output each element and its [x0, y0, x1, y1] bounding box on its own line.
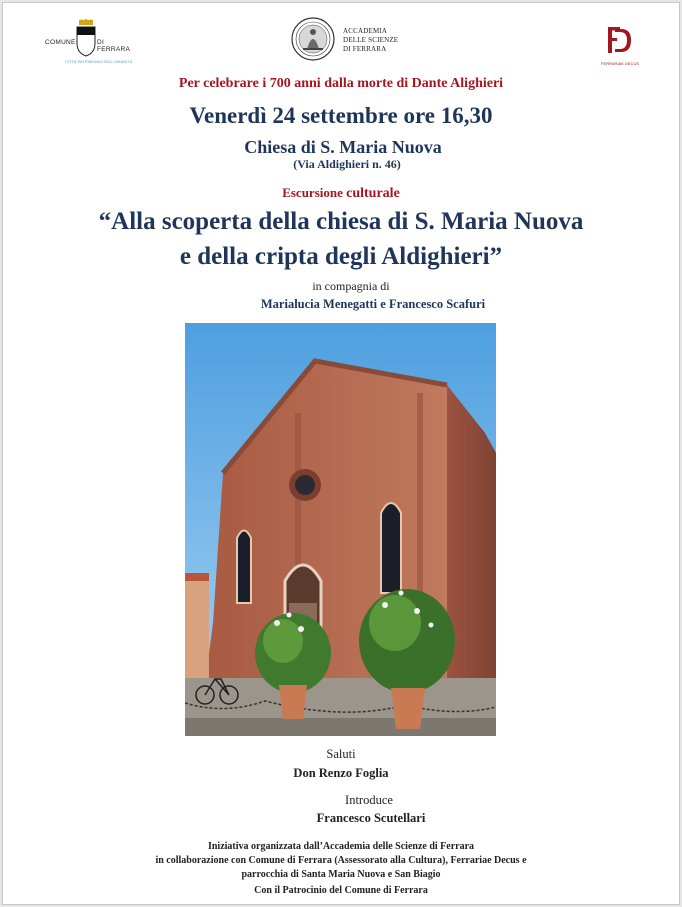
footer-patronage: Con il Patrocinio del Comune di Ferrara — [254, 885, 428, 896]
comune-tagline: CITTÀ PATRIMONIO DELL'UMANITÀ — [65, 59, 133, 64]
accademia-line-1: ACCADEMIA — [343, 27, 388, 35]
decus-tagline: FERRARIAE DECUS — [601, 61, 640, 66]
fd-monogram-icon — [605, 25, 633, 55]
accademia-line-2: DELLE SCIENZE — [343, 36, 399, 44]
greetings-name: Don Renzo Foglia — [293, 766, 389, 780]
comune-label: COMUNE — [45, 39, 76, 46]
event-type-prefix: Escursione — [282, 185, 343, 200]
company-label: in compagnia di — [312, 279, 390, 293]
event-title-line-2: e della cripta degli Aldighieri” — [179, 243, 503, 270]
event-type — [3, 185, 679, 202]
footer-organizer: Iniziativa organizzata dall’Accademia delle Scienze di Ferrara — [207, 841, 475, 852]
greetings-label: Saluti — [326, 747, 356, 761]
occasion-line: Per celebrare i 700 anni dalla morte di Dante Alighieri — [178, 76, 504, 91]
comune-ferrara-logo — [45, 19, 135, 67]
event-datetime: Venerdì 24 settembre ore 16,30 — [189, 103, 493, 128]
accademia-line-3: DI FERRARA — [343, 45, 387, 53]
event-type-word: culturale — [346, 186, 400, 201]
church-photo — [185, 323, 496, 736]
accademia-seal-icon — [291, 17, 335, 61]
guides-names: Marialucia Menegatti e Francesco Scafuri — [260, 297, 486, 311]
accademia-logo — [291, 17, 411, 63]
ferrariae-decus-logo — [601, 25, 641, 69]
poster-page — [2, 2, 680, 905]
footer-collaboration: in collaborazione con Comune di Ferrara (Assessorato alla Cultura), Ferrariae Decus e — [155, 855, 527, 866]
intro-name: Francesco Scutellari — [316, 811, 426, 825]
ferrara-crest-icon — [73, 19, 99, 57]
event-title-line-1: “Alla scoperta della chiesa di S. Maria Nuova — [98, 208, 584, 235]
di-ferrara-label: DI FERRARA — [97, 39, 131, 53]
event-address: (Via Aldighieri n. 46) — [293, 157, 401, 171]
intro-label: Introduce — [345, 793, 393, 807]
footer-parish: parrocchia di Santa Maria Nuova e San Biagio — [241, 869, 441, 880]
event-venue: Chiesa di S. Maria Nuova — [244, 137, 442, 157]
accademia-name — [343, 27, 398, 54]
